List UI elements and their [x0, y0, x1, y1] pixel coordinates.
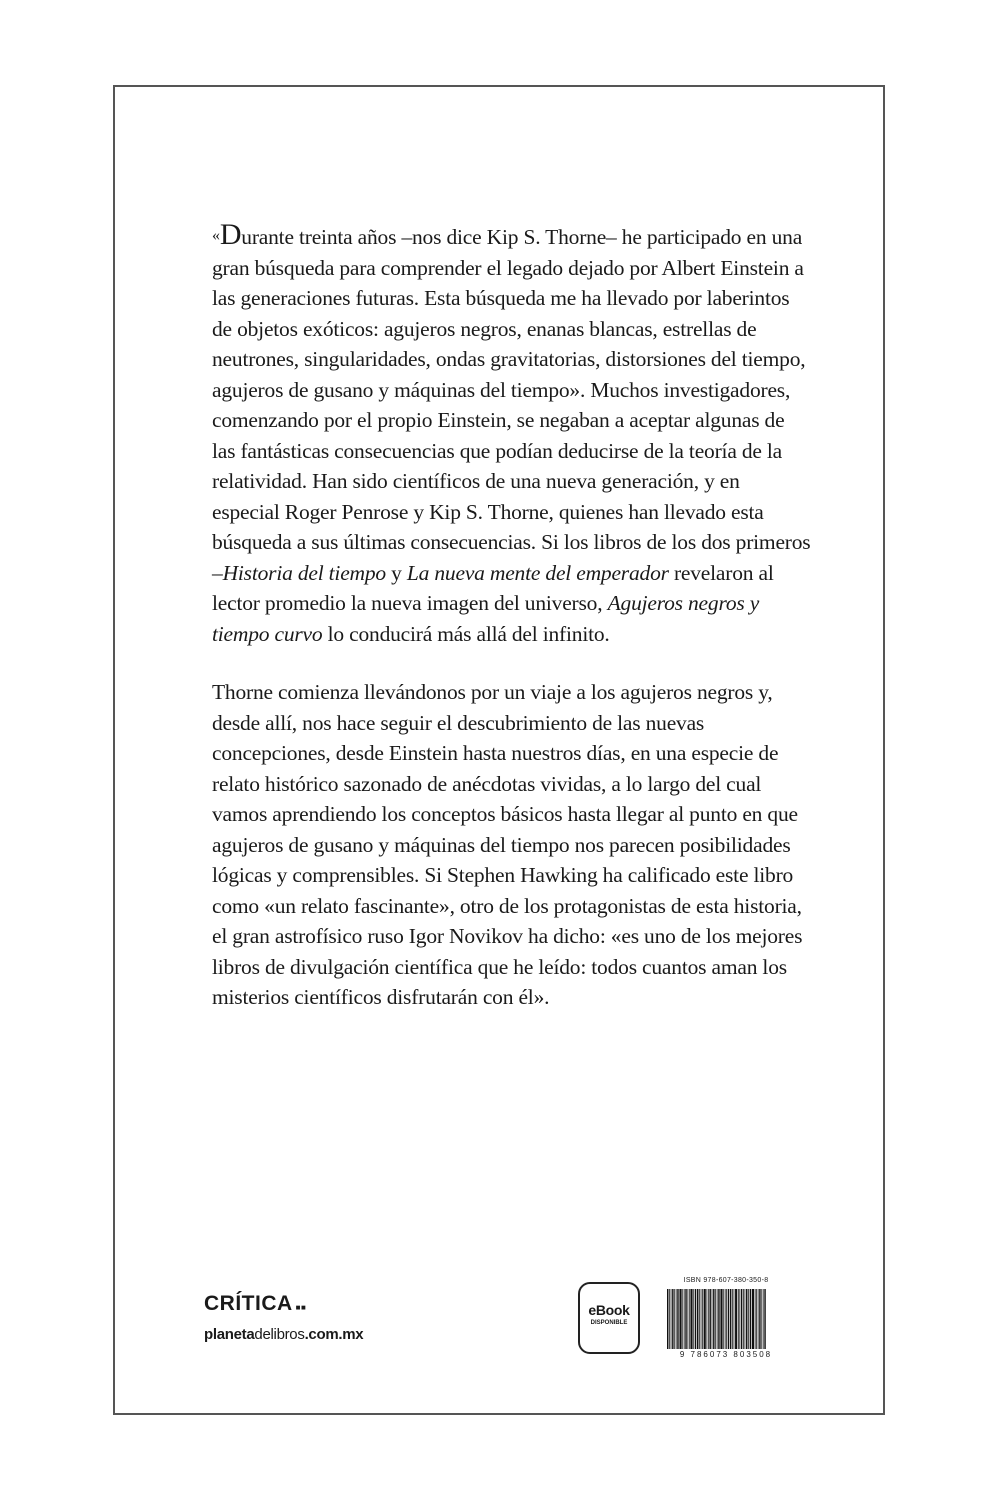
- barcode-bar: [725, 1289, 726, 1349]
- publisher-name: CRÍTICA: [204, 1292, 293, 1315]
- barcode-bar: [734, 1289, 735, 1349]
- publisher-mark: ■■: [295, 1303, 307, 1312]
- barcode-bar: [669, 1289, 670, 1349]
- barcode-bar: [730, 1289, 731, 1349]
- barcode-bar: [682, 1289, 683, 1349]
- barcode-bar: [764, 1289, 765, 1349]
- barcode-bar: [763, 1289, 764, 1349]
- barcode: [667, 1289, 787, 1349]
- blurb-paragraph-2: Thorne comienza llevándonos por un viaje a los agujeros negros y, desde allí, nos hace seguir el descubrimiento de las nuevas concepciones, desde Einstein hasta nuestros días, en una especie de relato histórico sazonado de anécdotas vividas, a lo largo del cual vamos aprendiendo los conceptos básicos hasta llegar al punto en que agujeros de gusano y máquinas del tiempo nos parecen posibilidades lógicas y comprensibles. Si Stephen Hawking ha calificado este libro como «un relato fascinante», otro de los protagonistas de esta historia, el gran astrofísico ruso Igor Novikov ha dicho: «es uno de los mejores libros de divulgación científica que he leído: todos cuantos aman los misterios científicos disfrutarán con él».: [212, 680, 803, 1009]
- barcode-bar: [750, 1289, 751, 1349]
- barcode-bar: [739, 1289, 740, 1349]
- barcode-bar: [676, 1289, 677, 1349]
- blurb-text: y: [385, 560, 407, 585]
- barcode-bar: [746, 1289, 747, 1349]
- barcode-bar: [671, 1289, 672, 1349]
- barcode-bar: [672, 1289, 673, 1349]
- ebook-title: eBook: [588, 1302, 630, 1318]
- barcode-bar: [712, 1289, 713, 1349]
- publisher-block: [204, 1292, 363, 1343]
- book-title-italic: La nueva mente del emperador: [406, 560, 669, 585]
- publisher-website: [204, 1326, 363, 1343]
- barcode-bar: [718, 1289, 719, 1349]
- barcode-bar: [699, 1289, 700, 1349]
- website-part-2: delibros: [254, 1326, 305, 1343]
- barcode-bar: [685, 1289, 686, 1349]
- barcode-bar: [741, 1289, 742, 1349]
- open-quote: «: [212, 227, 220, 244]
- barcode-bar: [726, 1289, 727, 1349]
- barcode-bar: [708, 1289, 709, 1349]
- cover-blurb: [212, 220, 812, 1013]
- barcode-bar: [720, 1289, 722, 1349]
- barcode-bar: [687, 1289, 688, 1349]
- barcode-bar: [732, 1289, 733, 1349]
- book-title-italic: Historia del tiempo: [222, 560, 386, 585]
- blurb-text: revelaron al lector promedio la nueva imagen del universo,: [212, 560, 774, 615]
- book-title-italic: Agujeros negros y tiempo curvo: [212, 591, 760, 646]
- barcode-bar: [748, 1289, 749, 1349]
- barcode-bar: [738, 1289, 739, 1349]
- blurb-text: lo conducirá más allá del infinito.: [322, 621, 610, 646]
- barcode-bar: [674, 1289, 675, 1349]
- website-part-1: planeta: [204, 1326, 255, 1343]
- barcode-bar: [701, 1289, 702, 1349]
- barcode-bar: [759, 1289, 760, 1349]
- barcode-bar: [693, 1289, 694, 1349]
- barcode-bar: [723, 1289, 724, 1349]
- barcode-bar: [690, 1289, 692, 1349]
- barcode-bar: [709, 1289, 710, 1349]
- blurb-paragraph-1: [212, 220, 812, 649]
- barcode-bar: [743, 1289, 744, 1349]
- website-part-3: .com.mx: [304, 1326, 364, 1343]
- barcode-bar: [761, 1289, 762, 1349]
- barcode-bar: [697, 1289, 698, 1349]
- barcode-bar: [713, 1289, 714, 1349]
- isbn-label: ISBN 978-607-380-350-8: [683, 1277, 769, 1284]
- ebook-badge: [578, 1282, 640, 1354]
- barcode-bar: [735, 1289, 737, 1349]
- barcode-bar: [728, 1289, 729, 1349]
- barcode-bar: [679, 1289, 681, 1349]
- blurb-text: urante treinta años –nos dice Kip S. Thorne– he participado en una gran búsqueda para comprender el legado dejado por Albert Einstein a las generaciones futuras. Esta búsqueda me ha llevado por laberintos de objetos exóticos: agujeros negros, enanas blancas, estrellas de neutrones, singularidades, ondas gravitatorias, distorsiones del tiempo, agujeros de gusano y máquinas del tiempo». Muchos investigadores, comenzando por el propio Einstein, se negaban a aceptar algunas de las fantásticas consecuencias que podían deducirse de la teoría de la relatividad. Han sido científicos de una nueva generación, y en especial Roger Penrose y Kip S. Thorne, quienes han llevado esta búsqueda a sus últimas consecuencias. Si los libros de los dos primeros –: [212, 225, 811, 585]
- barcode-bar: [667, 1289, 668, 1349]
- barcode-bar: [758, 1289, 759, 1349]
- barcode-bar: [704, 1289, 706, 1349]
- barcode-bar: [752, 1289, 754, 1349]
- barcode-bar: [745, 1289, 746, 1349]
- barcode-bar: [715, 1289, 716, 1349]
- barcode-bar: [689, 1289, 690, 1349]
- barcode-bar: [707, 1289, 708, 1349]
- barcode-bar: [702, 1289, 703, 1349]
- barcode-bar: [684, 1289, 685, 1349]
- publisher-logo: [204, 1292, 363, 1316]
- barcode-bar: [717, 1289, 718, 1349]
- barcode-bar: [755, 1289, 756, 1349]
- barcode-digits: 9 786073 803508: [679, 1350, 773, 1359]
- drop-cap: D: [219, 218, 242, 251]
- back-cover: [113, 85, 885, 1415]
- ebook-subtitle: DISPONIBLE: [590, 1320, 628, 1326]
- barcode-bar: [695, 1289, 696, 1349]
- barcode-bar: [677, 1289, 678, 1349]
- barcode-bar: [756, 1289, 757, 1349]
